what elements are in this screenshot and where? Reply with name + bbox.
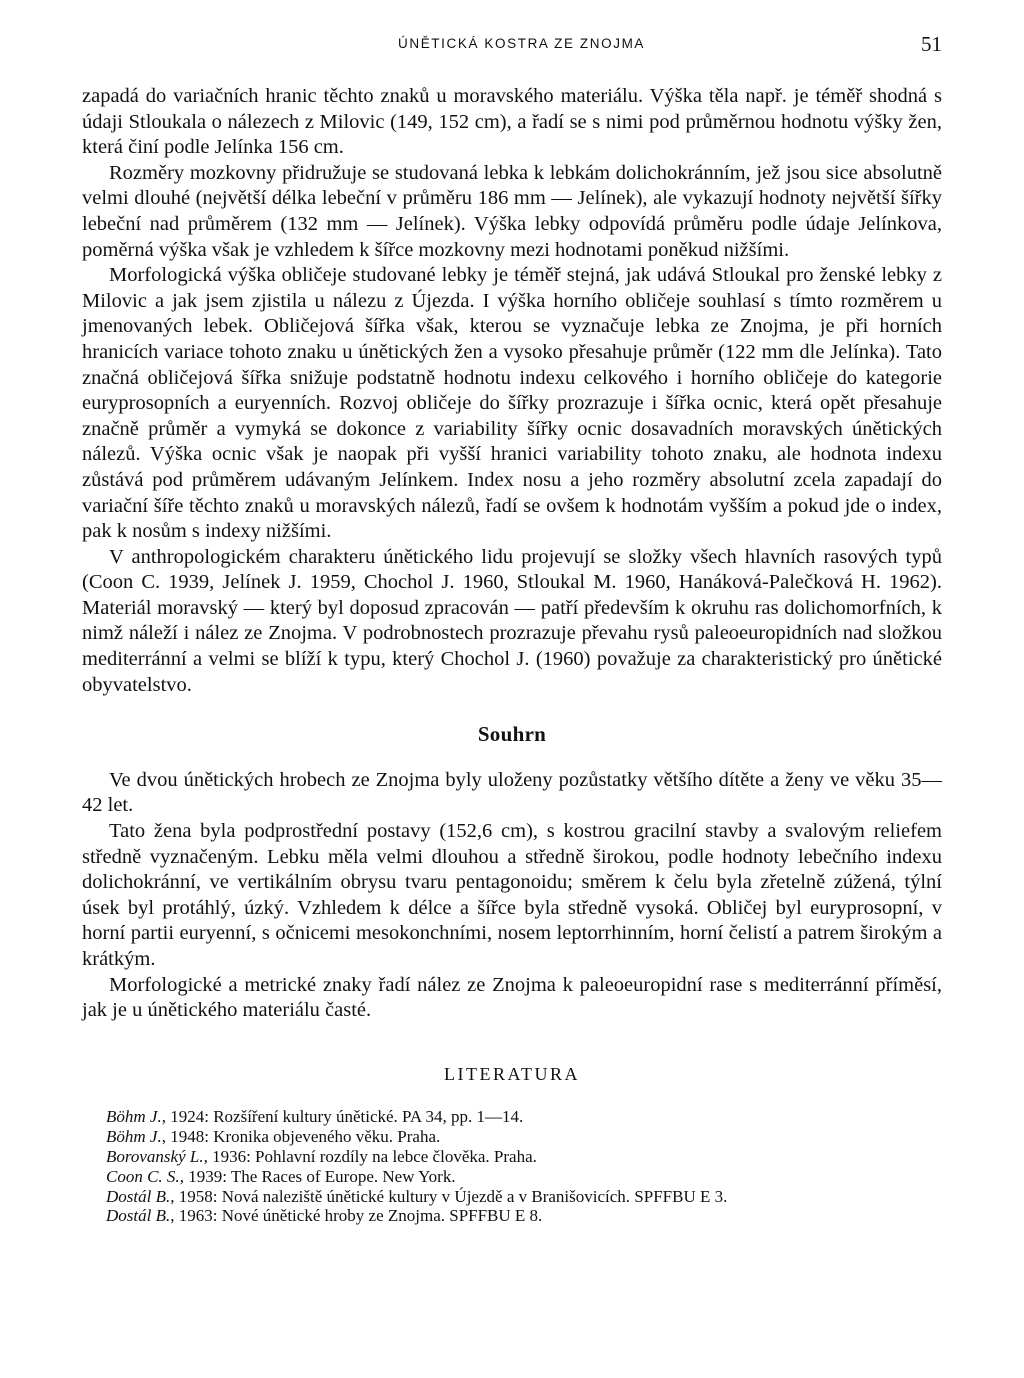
paragraph: V anthropologickém charakteru únětického lidu projevují se složky všech hlavních rasových typů (Coon C. 1939, Jelínek J. 1959, Chochol J. 1960, Stloukal M. 1960, Hanáková-Palečková H. 1962). Materiál moravský — který byl doposud zpracován — patří především k okruhu ras dolichomorfních, k nimž náleží i nález ze Znojma. V podrobnostech prozrazuje převahu rysů paleoeuropidních nad složkou mediterránní a velmi se blíží k typu, který Chochol J. (1960) považuje za charakteristický pro únětické obyvatelstvo. [82,545,942,696]
reference-text: , 1924: Rozšíření kultury únětické. PA 34, pp. 1—14. [161,1107,524,1127]
body-text [82,84,942,1226]
reference-item [106,1127,942,1147]
paragraph: zapadá do variačních hranic těchto znaků u moravského materiálu. Výška těla např. je téměř shodná s údaji Stloukala o nálezech z Milovic (149, 152 cm), a řadí se s nimi pod průměrnou hodnotu výšky žen, která činí podle Jelínka 156 cm. [82,85,942,159]
reference-text: , 1963: Nové únětické hroby ze Znojma. SPFFBU E 8. [170,1206,543,1226]
reference-author: Böhm J. [106,1127,162,1147]
reference-item [106,1167,942,1187]
reference-author: Coon C. S. [106,1166,180,1186]
paragraph: Rozměry mozkovny přidružuje se studovaná lebka k lebkám dolichokránním, jež jsou sice absolutně velmi dlouhé (největší délka lebeční v průměru 186 mm — Jelínek), ale vykazují hodnoty největší šířky lebeční nad průměrem (132 mm — Jelínek). Výška lebky odpovídá průměru podle údaje Jelínkova, poměrná výška však je vzhledem k šířce mozkovny mezi hodnotami poněkud nižšími. [82,161,942,261]
reference-author: Borovanský L. [106,1146,204,1166]
reference-item [106,1147,942,1167]
reference-list [106,1107,942,1226]
reference-author: Dostál B. [106,1186,171,1206]
reference-author: Böhm J. [106,1107,162,1127]
running-title: ÚNĚTICKÁ KOSTRA ZE ZNOJMA [398,36,646,51]
reference-item [106,1187,942,1207]
reference-text: , 1936: Pohlavní rozdíly na lebce člověka. Praha. [203,1146,537,1166]
page-number: 51 [921,32,942,56]
reference-author: Dostál B. [106,1206,171,1226]
reference-text: , 1948: Kronika objeveného věku. Praha. [161,1127,441,1147]
reference-item [106,1107,942,1127]
summary-heading: Souhrn [477,722,547,747]
reference-item [106,1206,942,1226]
summary-paragraph: Ve dvou únětických hrobech ze Znojma byly uloženy pozůstatky většího dítěte a ženy ve věku 35—42 let. [82,768,942,817]
reference-text: , 1939: The Races of Europe. New York. [179,1166,456,1186]
summary-paragraph: Morfologické a metrické znaky řadí nález ze Znojma k paleoeuropidní rase s mediterránní příměsí, jak je u únětického materiálu časté. [82,973,942,1022]
literature-heading: LITERATURA [444,1063,580,1084]
paragraph: Morfologická výška obličeje studované lebky je téměř stejná, jak udává Stloukal pro ženské lebky z Milovic a jak jsem zjistila u nálezu z Újezda. I výška horního obličeje souhlasí s tímto rozměrem u jmenovaných lebek. Obličejová šířka však, kterou se vyznačuje lebka ze Znojma, je při horních hranicích variace tohoto znaku u únětických žen a vysoko přesahuje průměr (122 mm dle Jelínka). Tato značná obličejová šířka snižuje podstatně hodnotu indexu celkového i horního obličeje do kategorie euryprosopních a euryenních. Rozvoj obličeje do šířky prozrazuje i šířka ocnic, která opět přesahuje značně průměr a vymyká se dokonce z variability šířky ocnic dosavadních moravských únětických nálezů. Výška ocnic však je naopak při vyšší hranici variability tohoto znaku, ale hodnota indexu zůstává pod průměrem udávaným Jelínkem. Index nosu a jeho rozměry absolutní zcela zapadají do variační šíře těchto znaků u moravských nálezů, řadí se ovšem k hodnotám vyšším a pokud jde o index, pak k nosům s indexy nižšími. [82,264,942,543]
summary-paragraph: Tato žena byla podprostřední postavy (152,6 cm), s kostrou gracilní stavby a svalovým reliefem středně vyznačeným. Lebku měla velmi dlouhou a středně širokou, podle hodnoty lebečního indexu dolichokránní, ve vertikálním obrysu tvaru pentagonoidu; směrem k čelu byla zřetelně zúžená, týlní úsek byl protáhlý, úzký. Vzhledem k délce a šířce byla středně vysoká. Obličej byl euryprosopní, v horní partii euryenní, s očnicemi mesokonchními, nosem leptorrhinním, horní čelistí a patrem širokým a krátkým. [82,820,942,970]
reference-text: , 1958: Nová naleziště únětické kultury v Újezdě a v Branišovicích. SPFFBU E 3. [170,1186,728,1206]
